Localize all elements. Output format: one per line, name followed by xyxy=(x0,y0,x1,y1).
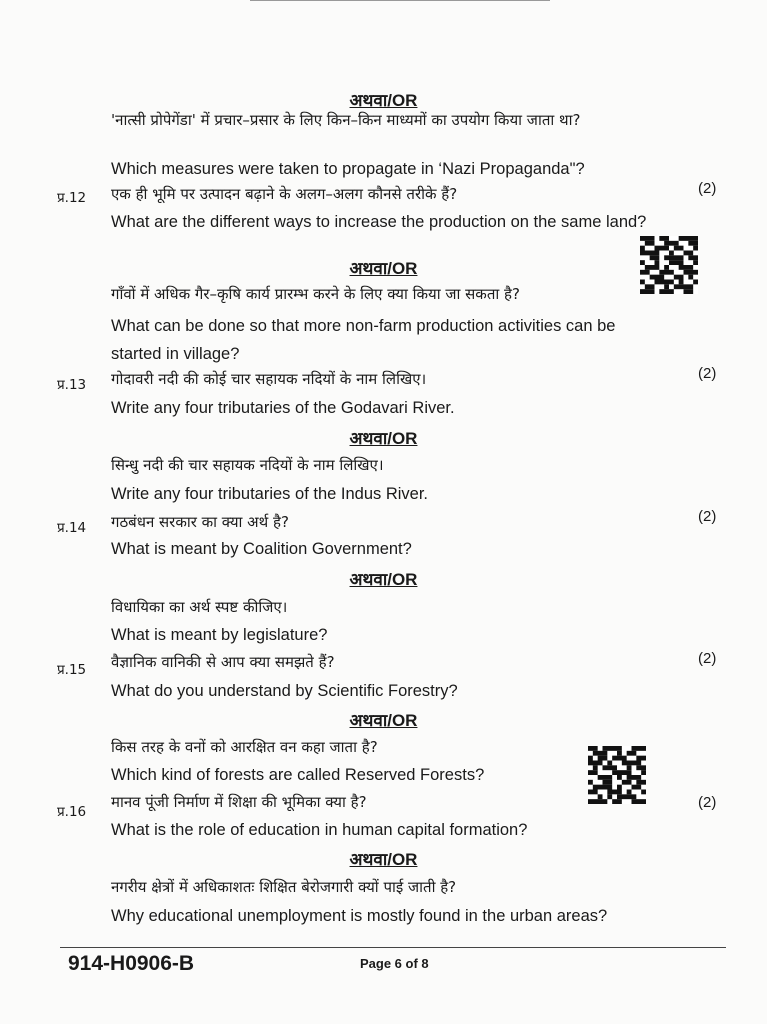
page-number: Page 6 of 8 xyxy=(360,956,429,971)
question-english: What is the role of education in human capital formation? xyxy=(111,821,528,839)
or-question-english: Write any four tributaries of the Indus River. xyxy=(111,485,429,503)
question-marks: (2) xyxy=(698,650,717,667)
question-hindi: मानव पूंजी निर्माण में शिक्षा की भूमिका क्या है? xyxy=(111,793,367,811)
question-marks: (2) xyxy=(698,180,717,197)
question-english: What do you understand by Scientific Forestry? xyxy=(111,682,458,700)
or-question-english: What can be done so that more non-farm production activities can be started in village? xyxy=(111,317,616,363)
question-hindi: गोदावरी नदी की कोई चार सहायक नदियों के नाम लिखिए। xyxy=(111,370,427,388)
q11-or-hindi: 'नात्सी प्रोपेगेंडा' में प्रचार–प्रसार के लिए किन–किन माध्यमों का उपयोग किया जाता था? xyxy=(111,111,581,129)
qr-code xyxy=(640,236,698,294)
or-question-english: Which kind of forests are called Reserved Forests? xyxy=(111,766,485,784)
paper-code: 914-H0906-B xyxy=(68,952,195,975)
or-question-hindi: किस तरह के वनों को आरक्षित वन कहा जाता है? xyxy=(111,738,378,756)
footer-divider xyxy=(60,947,726,948)
question-hindi: वैज्ञानिक वानिकी से आप क्या समझते हैं? xyxy=(111,653,335,671)
question-number: प्र.12 xyxy=(57,190,87,206)
question-number: प्र.15 xyxy=(57,662,87,678)
or-heading: अथवा/OR xyxy=(349,91,418,110)
question-marks: (2) xyxy=(698,794,717,811)
or-heading: अथवा/OR xyxy=(349,429,418,448)
q11-or-english: Which measures were taken to propagate in ‘Nazi Propaganda"? xyxy=(111,160,585,178)
question-number: प्र.14 xyxy=(57,520,87,536)
or-heading: अथवा/OR xyxy=(349,570,418,589)
question-marks: (2) xyxy=(698,365,717,382)
or-heading: अथवा/OR xyxy=(349,711,418,730)
question-marks: (2) xyxy=(698,508,717,525)
or-question-hindi: गाँवों में अधिक गैर–कृषि कार्य प्रारम्भ करने के लिए क्या किया जा सकता है? xyxy=(111,285,520,303)
question-number: प्र.16 xyxy=(57,804,87,820)
or-question-hindi: नगरीय क्षेत्रों में अधिकाशतः शिक्षित बेरोजगारी क्यों पाई जाती है? xyxy=(111,878,457,896)
or-question-english: Why educational unemployment is mostly found in the urban areas? xyxy=(111,907,608,925)
or-question-hindi: विधायिका का अर्थ स्पष्ट कीजिए। xyxy=(111,598,288,616)
question-english: What is meant by Coalition Government? xyxy=(111,540,412,558)
or-heading: अथवा/OR xyxy=(349,850,418,869)
question-number: प्र.13 xyxy=(57,377,87,393)
question-english: Write any four tributaries of the Godavari River. xyxy=(111,399,455,417)
top-divider xyxy=(250,0,550,1)
question-english: What are the different ways to increase the production on the same land? xyxy=(111,213,647,231)
or-heading: अथवा/OR xyxy=(349,259,418,278)
question-hindi: गठबंधन सरकार का क्या अर्थ है? xyxy=(111,513,289,531)
or-question-english: What is meant by legislature? xyxy=(111,626,328,644)
question-hindi: एक ही भूमि पर उत्पादन बढ़ाने के अलग–अलग कौनसे तरीके हैं? xyxy=(111,185,458,203)
or-question-hindi: सिन्धु नदी की चार सहायक नदियों के नाम लिखिए। xyxy=(111,456,384,474)
